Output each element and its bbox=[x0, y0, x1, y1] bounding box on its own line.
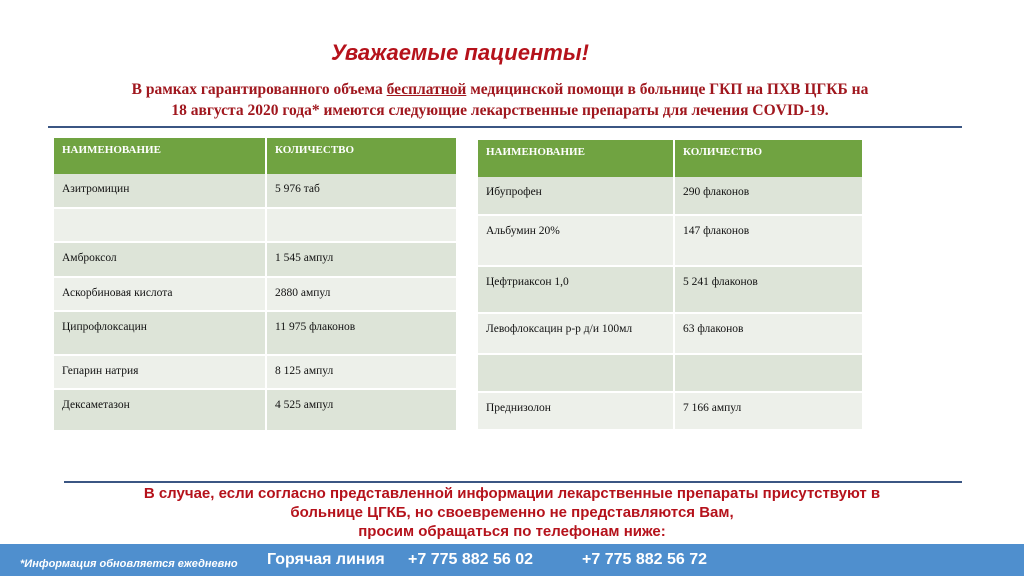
intro-text bbox=[40, 79, 960, 121]
drug-name: Азитромицин bbox=[54, 174, 266, 208]
drug-quantity bbox=[266, 208, 456, 242]
drug-name bbox=[478, 354, 674, 392]
intro-line2: 18 августа 2020 года* имеются следующие лекарственные препараты для лечения COVID-19. bbox=[171, 102, 829, 119]
drug-name: Ципрофлоксацин bbox=[54, 311, 266, 355]
header-name: НАИМЕНОВАНИЕ bbox=[478, 140, 674, 177]
drug-name: Амброксол bbox=[54, 242, 266, 277]
drug-quantity: 1 545 ампул bbox=[266, 242, 456, 277]
notice-line: В случае, если согласно представленной информации лекарственные препараты присутствуют в bbox=[143, 485, 881, 502]
table-header-row bbox=[54, 138, 456, 174]
page-title: Уважаемые пациенты! bbox=[331, 40, 589, 65]
update-note: *Информация обновляется ежедневно bbox=[20, 558, 238, 570]
phone-number: +7 775 882 56 72 bbox=[582, 551, 708, 568]
drug-quantity: 63 флаконов bbox=[674, 313, 862, 354]
intro-underlined: бесплатной bbox=[386, 81, 467, 98]
table-row bbox=[54, 389, 456, 431]
notice-line: просим обращаться по телефонам ниже: bbox=[358, 523, 666, 540]
drug-quantity: 5 241 флаконов bbox=[674, 266, 862, 313]
phone-number: +7 775 882 56 02 bbox=[408, 551, 534, 568]
drug-quantity: 2880 ампул bbox=[266, 277, 456, 311]
table-row bbox=[478, 354, 862, 392]
footer-bar bbox=[0, 544, 1024, 576]
drug-name: Ибупрофен bbox=[478, 177, 674, 215]
drug-name: Дексаметазон bbox=[54, 389, 266, 431]
drug-quantity: 290 флаконов bbox=[674, 177, 862, 215]
header-name: НАИМЕНОВАНИЕ bbox=[54, 138, 266, 174]
drug-quantity: 4 525 ампул bbox=[266, 389, 456, 431]
intro-part1: В рамках гарантированного объема bbox=[131, 81, 387, 98]
table-row bbox=[478, 215, 862, 266]
drug-name: Цефтриаксон 1,0 bbox=[478, 266, 674, 313]
table-row bbox=[54, 208, 456, 242]
header-quantity: КОЛИЧЕСТВО bbox=[266, 138, 456, 174]
header-quantity: КОЛИЧЕСТВО bbox=[674, 140, 862, 177]
medicine-table-right bbox=[478, 140, 862, 431]
table-row bbox=[54, 277, 456, 311]
table-row bbox=[54, 174, 456, 208]
top-divider bbox=[48, 126, 962, 128]
table-header-row bbox=[478, 140, 862, 177]
notice-line: больнице ЦГКБ, но своевременно не представляются Вам, bbox=[290, 504, 734, 521]
table-row bbox=[54, 355, 456, 389]
bottom-divider bbox=[64, 481, 962, 483]
intro-part2: медицинской помощи в больнице ГКП на ПХВ ЦГКБ на bbox=[466, 81, 869, 98]
drug-name: Альбумин 20% bbox=[478, 215, 674, 266]
drug-quantity: 147 флаконов bbox=[674, 215, 862, 266]
drug-name: Левофлоксацин р-р д/и 100мл bbox=[478, 313, 674, 354]
drug-quantity bbox=[674, 354, 862, 392]
drug-quantity: 5 976 таб bbox=[266, 174, 456, 208]
table-row bbox=[54, 311, 456, 355]
drug-name: Аскорбиновая кислота bbox=[54, 277, 266, 311]
table-row bbox=[54, 242, 456, 277]
hotline-label: Горячая линия bbox=[267, 551, 385, 568]
drug-name: Преднизолон bbox=[478, 392, 674, 430]
drug-name bbox=[54, 208, 266, 242]
contact-notice bbox=[60, 484, 964, 541]
drug-quantity: 8 125 ампул bbox=[266, 355, 456, 389]
drug-name: Гепарин натрия bbox=[54, 355, 266, 389]
drug-quantity: 7 166 ампул bbox=[674, 392, 862, 430]
table-row bbox=[478, 266, 862, 313]
table-row bbox=[478, 177, 862, 215]
medicine-table-left bbox=[54, 138, 456, 432]
table-row bbox=[478, 392, 862, 430]
drug-quantity: 11 975 флаконов bbox=[266, 311, 456, 355]
table-row bbox=[478, 313, 862, 354]
